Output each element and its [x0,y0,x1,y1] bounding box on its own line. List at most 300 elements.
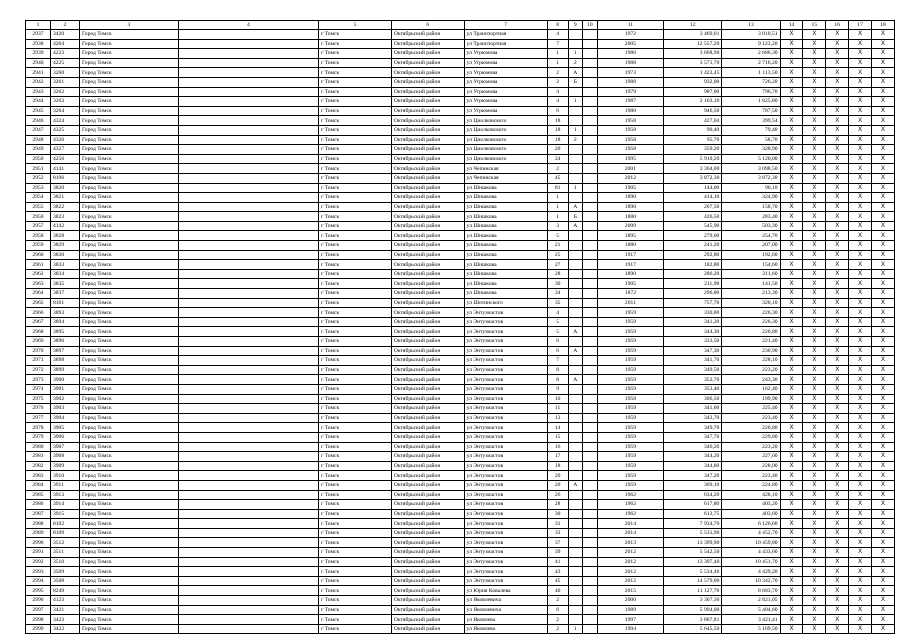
table-cell: 6 [547,337,568,347]
table-cell: 6 [547,605,568,615]
table-cell: Октябрьский район [391,260,464,270]
table-cell: 2990 [26,538,51,548]
table-cell: Октябрьский район [391,394,464,404]
table-cell: 1979 [597,87,664,97]
table-cell [568,413,583,423]
table-cell: X [826,480,849,490]
table-cell: 946,50 [664,106,722,116]
table-row [26,77,895,87]
table-cell: 330,80 [664,308,722,318]
table-cell [568,116,583,126]
table-cell: ул Угрюмова [464,49,547,59]
table-cell: 726,20 [722,77,780,87]
table-cell: 328,90 [722,145,780,155]
table-cell [178,30,318,40]
table-cell: 1958 [597,135,664,145]
table-row [26,183,895,193]
table-cell: ул Шишкова [464,279,547,289]
table-cell: ул Шишкова [464,221,547,231]
table-cell: 341,60 [664,404,722,414]
table-cell: 2980 [26,442,51,452]
table-cell: X [872,452,895,462]
table-cell: 182,80 [664,260,722,270]
table-cell: 3508 [50,576,79,586]
table-cell: X [803,615,826,625]
table-cell: X [872,269,895,279]
table-cell: X [780,452,803,462]
table-cell [178,241,318,251]
table-cell: X [849,68,872,78]
table-cell [568,30,583,40]
table-cell: 3911 [50,480,79,490]
table-row [26,308,895,318]
table-cell: 4326 [50,135,79,145]
table-cell: X [803,356,826,366]
table-cell: 39 [547,548,568,558]
table-cell: X [826,183,849,193]
table-cell: ул Угрюмова [464,58,547,68]
table-cell: X [872,327,895,337]
table-cell: г Томск [319,624,392,634]
table-cell: г Томск [319,509,392,519]
table-cell: X [849,519,872,529]
table-cell: 612,75 [664,509,722,519]
table-cell: Город Томск [80,58,179,68]
table-cell: 2942 [26,77,51,87]
table-cell: X [826,39,849,49]
table-cell: 1980 [597,106,664,116]
table-cell [568,423,583,433]
table-cell: 1959 [597,327,664,337]
table-cell [568,87,583,97]
table-row [26,586,895,596]
table-cell: 2 [547,596,568,606]
table-cell [583,471,598,481]
table-cell: Город Томск [80,624,179,634]
table-cell: ул Энтузиастов [464,394,547,404]
table-cell: X [780,528,803,538]
table-cell: 2984 [26,480,51,490]
column-header: 17 [849,21,872,30]
table-cell: Город Томск [80,183,179,193]
table-cell: X [803,605,826,615]
table-cell: 4256 [50,154,79,164]
table-cell: 2015 [597,586,664,596]
table-row [26,490,895,500]
table-cell: X [780,250,803,260]
table-cell: X [849,413,872,423]
table-cell: Город Томск [80,77,179,87]
table-cell: X [872,596,895,606]
table-cell [178,557,318,567]
table-row [26,317,895,327]
table-cell: ул Транспортная [464,30,547,40]
table-row [26,39,895,49]
table-cell: 3821 [50,193,79,203]
table-cell: 2962 [26,269,51,279]
table-cell: г Томск [319,212,392,222]
table-cell [568,260,583,270]
table-cell: X [849,567,872,577]
table-cell [568,586,583,596]
table-cell: X [803,125,826,135]
table-cell: X [826,241,849,251]
table-cell: 2956 [26,212,51,222]
table-row [26,567,895,577]
table-cell: X [872,576,895,586]
table-cell [568,452,583,462]
table-cell: 3 421,41 [722,615,780,625]
table-row [26,241,895,251]
table-cell [178,116,318,126]
table-cell: 8196 [50,173,79,183]
table-cell: X [803,471,826,481]
table-cell: 1890 [597,269,664,279]
table-cell: 3907 [50,442,79,452]
table-cell: 5 120,00 [722,154,780,164]
table-row [26,173,895,183]
table-cell: 2968 [26,327,51,337]
table-cell: X [872,548,895,558]
table-cell [178,500,318,510]
table-cell: Город Томск [80,289,179,299]
table-cell: г Томск [319,576,392,586]
table-cell [583,77,598,87]
table-cell: X [803,509,826,519]
table-cell: X [780,279,803,289]
table-cell [178,452,318,462]
table-cell [583,576,598,586]
table-cell [178,375,318,385]
table-cell: 2948 [26,135,51,145]
table-cell: 932,00 [664,77,722,87]
table-cell: X [780,404,803,414]
table-cell: X [872,384,895,394]
table-cell [178,269,318,279]
table-cell: 634,20 [664,490,722,500]
table-cell: X [872,135,895,145]
table-cell [583,327,598,337]
table-cell: 6 [547,106,568,116]
table-cell: 3833 [50,260,79,270]
table-cell: 349,50 [664,365,722,375]
table-cell: X [826,145,849,155]
table-cell: X [826,154,849,164]
table-cell: 347,30 [664,346,722,356]
table-cell: Город Томск [80,596,179,606]
table-cell: X [803,289,826,299]
table-cell: 757,70 [664,298,722,308]
table-cell: г Томск [319,241,392,251]
table-cell: X [872,125,895,135]
table-cell: 229,80 [722,432,780,442]
table-cell [583,250,598,260]
table-cell: 2959 [26,241,51,251]
table-cell: 2943 [26,87,51,97]
table-cell: 3897 [50,346,79,356]
table-cell [583,337,598,347]
table-cell: г Томск [319,30,392,40]
table-cell: г Томск [319,567,392,577]
table-cell: 2 [547,624,568,634]
table-cell: X [826,116,849,126]
table-cell: 10 451,70 [722,557,780,567]
table-cell: Октябрьский район [391,30,464,40]
table-row [26,624,895,634]
table-cell [583,586,598,596]
table-cell: Октябрьский район [391,106,464,116]
table-cell: г Томск [319,413,392,423]
table-cell: Октябрьский район [391,289,464,299]
table-cell: X [872,432,895,442]
table-cell: Октябрьский район [391,423,464,433]
table-cell: Октябрьский район [391,250,464,260]
table-cell: Город Томск [80,269,179,279]
table-cell: 5 [547,231,568,241]
table-cell: 2954 [26,193,51,203]
table-cell: X [803,432,826,442]
table-cell: Октябрьский район [391,356,464,366]
table-cell: X [872,183,895,193]
table-cell: X [826,490,849,500]
table-cell: 8 [547,365,568,375]
table-cell: X [849,500,872,510]
table-cell: X [780,106,803,116]
table-cell: г Томск [319,337,392,347]
table-cell: 2979 [26,432,51,442]
table-cell: 2 716,20 [722,58,780,68]
table-cell: 346,20 [664,442,722,452]
table-cell: X [849,528,872,538]
table-cell: X [803,279,826,289]
table-cell: Октябрьский район [391,384,464,394]
table-cell: 403,60 [722,509,780,519]
table-cell: 359,20 [664,145,722,155]
table-cell: X [803,173,826,183]
table-cell: 33 [547,528,568,538]
table-cell: 1995 [597,154,664,164]
table-cell: 3835 [50,279,79,289]
table-cell: ул Энтузиастов [464,404,547,414]
table-cell: X [826,231,849,241]
table-cell: 2953 [26,183,51,193]
table-cell: X [826,164,849,174]
table-cell [178,279,318,289]
table-cell: А [568,327,583,337]
table-cell [568,615,583,625]
table-cell: г Томск [319,221,392,231]
table-cell: г Томск [319,260,392,270]
table-cell: 3262 [50,87,79,97]
table-cell: г Томск [319,327,392,337]
table-cell: ул Шишкова [464,250,547,260]
table-cell [178,298,318,308]
table-cell: 8 683,70 [722,586,780,596]
table-cell: Октябрьский район [391,173,464,183]
table-cell [178,173,318,183]
column-header: 2 [50,21,79,30]
table-cell: X [849,202,872,212]
table-cell: X [803,538,826,548]
table-cell: Октябрьский район [391,125,464,135]
table-cell: 2973 [26,375,51,385]
table-cell: 9 [547,384,568,394]
table-cell: X [849,250,872,260]
table-cell: X [849,404,872,414]
table-cell: X [803,442,826,452]
table-cell: X [826,365,849,375]
table-cell: X [826,528,849,538]
table-cell: г Томск [319,49,392,59]
table-cell: Октябрьский район [391,586,464,596]
table-cell [178,548,318,558]
table-cell: X [803,375,826,385]
table-cell: 3 872,30 [722,173,780,183]
table-cell: X [780,202,803,212]
table-cell: 1905 [597,183,664,193]
table-cell: X [826,500,849,510]
table-cell: X [780,538,803,548]
table-cell [178,77,318,87]
table-cell: X [780,586,803,596]
table-cell: X [849,432,872,442]
table-cell: 2941 [26,68,51,78]
table-cell: 286,20 [664,269,722,279]
table-cell: 3422 [50,624,79,634]
table-cell: 223,40 [722,471,780,481]
table-cell: X [826,202,849,212]
table-cell: 11 127,70 [664,586,722,596]
table-cell: X [849,49,872,59]
table-cell: ул Шишкова [464,260,547,270]
table-cell: X [872,461,895,471]
table-cell: 1959 [597,356,664,366]
table-cell [568,250,583,260]
table-cell: г Томск [319,461,392,471]
table-row [26,212,895,222]
table-cell: г Томск [319,480,392,490]
table-cell: Октябрьский район [391,269,464,279]
table-cell [568,461,583,471]
column-header: 1 [26,21,51,30]
table-cell: Город Томск [80,586,179,596]
table-cell: Город Томск [80,576,179,586]
table-cell: X [872,77,895,87]
table-row [26,116,895,126]
table-cell: X [849,317,872,327]
table-cell: Город Томск [80,298,179,308]
table-cell: X [849,269,872,279]
table-cell: 3261 [50,77,79,87]
table-cell: X [826,356,849,366]
table-cell: г Томск [319,269,392,279]
table-cell: Октябрьский район [391,145,464,155]
table-cell: 199,90 [722,394,780,404]
table-cell: Город Томск [80,480,179,490]
table-cell: Б [568,212,583,222]
table-cell: X [803,260,826,270]
table-cell: X [872,173,895,183]
table-cell [583,164,598,174]
table-cell [583,394,598,404]
table-cell: 2993 [26,567,51,577]
table-cell [583,39,598,49]
table-cell: X [826,308,849,318]
table-cell: 1994 [597,624,664,634]
table-cell: 1959 [597,471,664,481]
table-cell [568,557,583,567]
table-cell: ул Энтузиастов [464,576,547,586]
table-cell [178,480,318,490]
table-cell [178,384,318,394]
table-cell: X [803,241,826,251]
table-cell: 1 825,80 [722,97,780,107]
table-cell [178,308,318,318]
table-cell: г Томск [319,615,392,625]
table-cell: X [780,269,803,279]
table-cell: 4 [547,97,568,107]
table-cell: г Томск [319,528,392,538]
table-cell [583,567,598,577]
table-cell: 3915 [50,509,79,519]
table-cell: Город Томск [80,519,179,529]
table-cell: г Томск [319,154,392,164]
column-header: 8 [547,21,568,30]
table-cell: X [849,30,872,40]
table-row [26,471,895,481]
table-cell: X [826,269,849,279]
table-cell [568,241,583,251]
table-cell: ул Энтузиастов [464,557,547,567]
table-cell: X [803,30,826,40]
table-cell: г Томск [319,298,392,308]
table-row [26,346,895,356]
table-cell: Октябрьский район [391,452,464,462]
table-cell: г Томск [319,490,392,500]
table-cell: X [872,231,895,241]
table-cell: ул Угрюмова [464,68,547,78]
table-cell: 1988 [597,58,664,68]
table-row [26,452,895,462]
table-cell: 3421 [50,605,79,615]
table-cell: X [826,404,849,414]
table-cell: Октябрьский район [391,519,464,529]
table-cell [583,260,598,270]
table-cell: X [780,356,803,366]
table-cell: ул Чепинская [464,164,547,174]
table-cell [568,39,583,49]
table-cell: 1959 [597,442,664,452]
table-cell: 226,30 [722,317,780,327]
table-cell: 4 429,20 [722,567,780,577]
table-cell: г Томск [319,394,392,404]
table-cell: 3 867,81 [664,615,722,625]
table-cell: X [803,202,826,212]
table-cell: Октябрьский район [391,432,464,442]
table-cell: Октябрьский район [391,509,464,519]
table-cell: X [849,39,872,49]
table-cell: Город Томск [80,548,179,558]
table-cell: X [803,528,826,538]
table-cell [583,289,598,299]
table-cell: X [780,77,803,87]
table-cell: 8 [547,375,568,385]
table-cell: X [780,289,803,299]
table-cell: Город Томск [80,423,179,433]
table-row [26,384,895,394]
table-cell: Город Томск [80,605,179,615]
table-cell: г Томск [319,106,392,116]
